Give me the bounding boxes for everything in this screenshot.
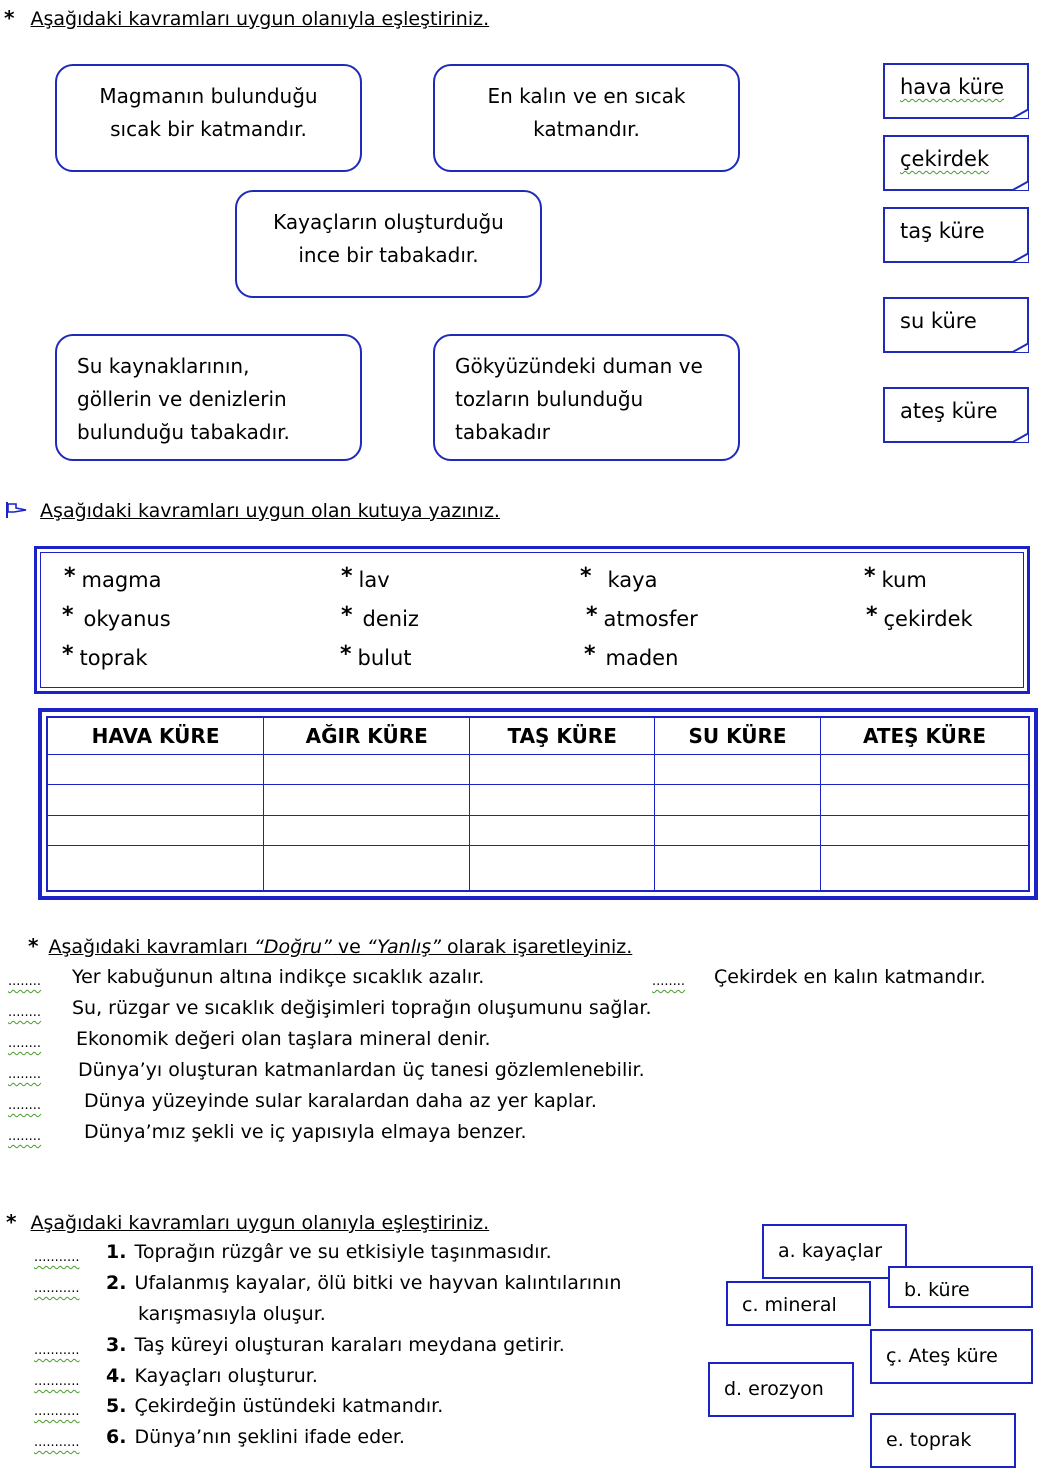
- page-curl-icon: [1011, 253, 1029, 263]
- page-curl-icon: [1011, 433, 1029, 443]
- statement: Dünya yüzeyinde sular karalardan daha az yer kaplar.: [84, 1090, 597, 1112]
- match-item-6: 6. Dünya’nın şeklini ifade eder.: [106, 1426, 405, 1448]
- bullet-star: *: [4, 6, 15, 30]
- column-header: AĞIR KÜRE: [264, 717, 470, 755]
- definition-line: En kalın ve en sıcak: [487, 84, 686, 108]
- word-item: * toprak: [62, 642, 148, 670]
- word-item: * kaya: [580, 564, 658, 592]
- sphere-table-frame: [38, 708, 1038, 900]
- answer-cell[interactable]: [470, 845, 655, 891]
- definition-line: göllerin ve denizlerin: [77, 387, 287, 411]
- word-item: * lav: [341, 564, 390, 592]
- answer-cell[interactable]: [655, 755, 821, 785]
- term-label: ateş küre: [900, 399, 998, 423]
- section1-heading-text: Aşağıdaki kavramları uygun olanıyla eşleştiriniz.: [30, 8, 490, 30]
- answer-blank[interactable]: ...........: [34, 1281, 80, 1296]
- answer-cell[interactable]: [655, 845, 821, 891]
- answer-blank[interactable]: ...........: [34, 1404, 80, 1419]
- column-header: SU KÜRE: [655, 717, 821, 755]
- section1-heading: [4, 6, 489, 30]
- statement: Çekirdek en kalın katmandır.: [714, 966, 986, 988]
- definition-line: tozların bulunduğu: [455, 387, 644, 411]
- option-c-cedilla: ç. Ateş küre: [870, 1329, 1033, 1384]
- definition-line: Gökyüzündeki duman ve: [455, 354, 703, 378]
- statement: Dünya’yı oluşturan katmanlardan üç tanesi gözlemlenebilir.: [78, 1059, 645, 1081]
- page-curl-icon: [1011, 109, 1029, 119]
- answer-cell[interactable]: [47, 815, 264, 845]
- definition-line: bulunduğu tabakadır.: [77, 420, 290, 444]
- word-item: * atmosfer: [586, 603, 698, 631]
- answer-cell[interactable]: [655, 815, 821, 845]
- answer-blank[interactable]: ........: [8, 1036, 42, 1051]
- definition-box-3: [235, 190, 542, 298]
- column-header: HAVA KÜRE: [47, 717, 264, 755]
- definition-box-2: [433, 64, 740, 172]
- answer-cell[interactable]: [820, 755, 1029, 785]
- word-item: * deniz: [341, 603, 419, 631]
- term-label: hava küre: [900, 75, 1005, 99]
- match-item-4: 4. Kayaçları oluşturur.: [106, 1365, 318, 1387]
- section3-heading-text: Aşağıdaki kavramları “Doğru” ve “Yanlış” olarak işaretleyiniz.: [48, 936, 633, 958]
- answer-cell[interactable]: [470, 815, 655, 845]
- word-item: * bulut: [340, 642, 412, 670]
- match-item-3: 3. Taş küreyi oluşturan karaları meydana getirir.: [106, 1334, 565, 1356]
- word-item: * magma: [64, 564, 162, 592]
- option-b: b. küre: [888, 1266, 1033, 1308]
- answer-blank[interactable]: ...........: [34, 1374, 80, 1389]
- answer-blank[interactable]: ........: [8, 974, 42, 989]
- term-label: taş küre: [900, 219, 985, 243]
- answer-cell[interactable]: [47, 785, 264, 815]
- word-item: * kum: [864, 564, 927, 592]
- bullet-star: *: [6, 1210, 17, 1234]
- definition-line: tabakadır: [455, 420, 551, 444]
- match-item-2: 2. Ufalanmış kayalar, ölü bitki ve hayvan kalıntılarının: [106, 1272, 622, 1294]
- table-row: [47, 845, 1029, 891]
- page-curl-icon: [1011, 181, 1029, 191]
- option-e: e. toprak: [870, 1413, 1016, 1468]
- definition-box-4: [55, 334, 362, 461]
- word-item: * maden: [584, 642, 679, 670]
- term-label: çekirdek: [900, 147, 990, 171]
- answer-blank[interactable]: ...........: [34, 1343, 80, 1358]
- sphere-table: [46, 716, 1030, 892]
- statement: Dünya’mız şekli ve iç yapısıyla elmaya benzer.: [84, 1121, 527, 1143]
- column-header: TAŞ KÜRE: [470, 717, 655, 755]
- answer-blank[interactable]: ........: [8, 1067, 42, 1082]
- answer-cell[interactable]: [264, 845, 470, 891]
- column-header: ATEŞ KÜRE: [820, 717, 1029, 755]
- definition-line: Kayaçların oluşturduğu: [273, 210, 504, 234]
- option-d: d. erozyon: [708, 1362, 854, 1417]
- statement: Su, rüzgar ve sıcaklık değişimleri toprağın oluşumunu sağlar.: [72, 997, 652, 1019]
- definition-line: katmandır.: [533, 117, 640, 141]
- term-tag-hava-kure: [883, 63, 1029, 119]
- section2-heading-text: Aşağıdaki kavramları uygun olan kutuya yazınız.: [40, 500, 500, 522]
- match-item-2-continued: karışmasıyla oluşur.: [138, 1303, 326, 1325]
- answer-blank[interactable]: ...........: [34, 1250, 80, 1265]
- answer-cell[interactable]: [264, 755, 470, 785]
- table-row: [47, 815, 1029, 845]
- match-item-5: 5. Çekirdeğin üstündeki katmandır.: [106, 1395, 444, 1417]
- match-item-1: 1. Toprağın rüzgâr ve su etkisiyle taşınmasıdır.: [106, 1241, 552, 1263]
- option-a: a. kayaçlar: [762, 1224, 907, 1279]
- answer-cell[interactable]: [820, 785, 1029, 815]
- bullet-star: *: [28, 934, 39, 958]
- definition-line: Su kaynaklarının,: [77, 354, 250, 378]
- answer-cell[interactable]: [264, 785, 470, 815]
- word-item: * çekirdek: [866, 603, 973, 631]
- term-tag-cekirdek: [883, 135, 1029, 191]
- definition-line: ince bir tabakadır.: [298, 243, 479, 267]
- answer-blank[interactable]: ........: [8, 1005, 42, 1020]
- answer-blank[interactable]: ........: [8, 1098, 42, 1113]
- table-row: [47, 785, 1029, 815]
- answer-cell[interactable]: [820, 845, 1029, 891]
- section4-heading-text: Aşağıdaki kavramları uygun olanıyla eşleştiriniz.: [30, 1212, 490, 1234]
- answer-blank[interactable]: ...........: [34, 1435, 80, 1450]
- option-c: c. mineral: [726, 1281, 871, 1326]
- term-tag-su-kure: [883, 297, 1029, 353]
- word-item: * okyanus: [62, 603, 171, 631]
- definition-box-1: [55, 64, 362, 172]
- definition-line: sıcak bir katmandır.: [110, 117, 307, 141]
- answer-cell[interactable]: [470, 755, 655, 785]
- section2-heading: [4, 500, 500, 522]
- definition-box-5: [433, 334, 740, 461]
- section3-heading: [28, 934, 632, 958]
- term-tag-tas-kure: [883, 207, 1029, 263]
- answer-cell[interactable]: [655, 785, 821, 815]
- answer-cell[interactable]: [264, 815, 470, 845]
- answer-cell[interactable]: [470, 785, 655, 815]
- answer-blank[interactable]: ........: [652, 974, 686, 989]
- section4-heading: [6, 1210, 489, 1234]
- definition-line: Magmanın bulunduğu: [99, 84, 318, 108]
- flag-icon: [4, 501, 28, 519]
- answer-cell[interactable]: [47, 755, 264, 785]
- statement: Yer kabuğunun altına indikçe sıcaklık azalır.: [72, 966, 485, 988]
- term-label: su küre: [900, 309, 977, 333]
- page-curl-icon: [1011, 343, 1029, 353]
- answer-cell[interactable]: [47, 845, 264, 891]
- statement: Ekonomik değeri olan taşlara mineral denir.: [76, 1028, 491, 1050]
- table-row: [47, 755, 1029, 785]
- answer-blank[interactable]: ........: [8, 1129, 42, 1144]
- term-tag-ates-kure: [883, 387, 1029, 443]
- answer-cell[interactable]: [820, 815, 1029, 845]
